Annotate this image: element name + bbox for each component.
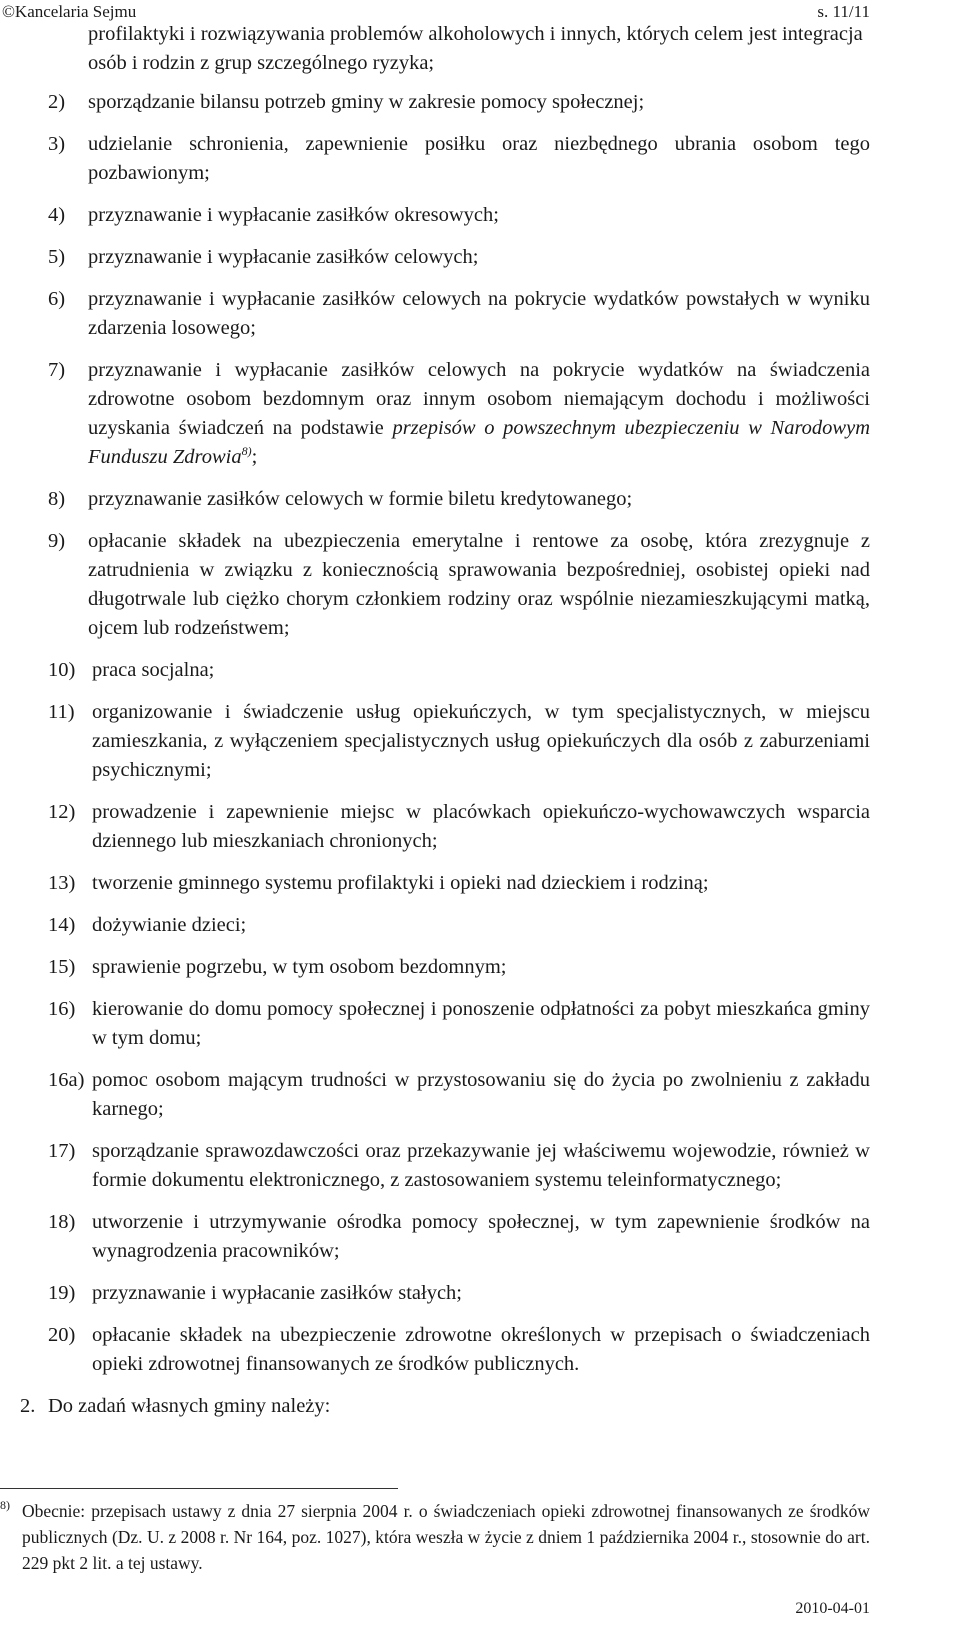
list-item-20 xyxy=(48,1321,870,1379)
footnote xyxy=(0,1498,870,1576)
list-item-11 xyxy=(48,698,870,785)
list-item-4 xyxy=(48,201,870,230)
item-number: 16a) xyxy=(48,1069,85,1091)
paragraph-text: Do zadań własnych gminy należy: xyxy=(48,1395,331,1417)
footnote-text: Obecnie: przepisach ustawy z dnia 27 sierpnia 2004 r. o świadczeniach opieki zdrowotnej finansowanych ze środków publicznych (Dz. U. z 2008 r. Nr 164, poz. 1027), która weszła w życie z dniem 1 października 2004 r., stosownie do art. 229 pkt 2 lit. a tej ustawy. xyxy=(22,1501,870,1573)
item-number: 5) xyxy=(48,246,66,268)
item-number: 15) xyxy=(48,956,76,978)
item-number: 6) xyxy=(48,288,66,310)
list-item-6 xyxy=(48,285,870,343)
item-text: przyznawanie i wypłacanie zasiłków celowych; xyxy=(88,246,479,268)
list-item-10 xyxy=(48,656,870,685)
item-text: przyznawanie i wypłacanie zasiłków stałych; xyxy=(92,1282,462,1304)
item-number: 2) xyxy=(48,91,66,113)
item-text: utworzenie i utrzymywanie ośrodka pomocy społecznej, w tym zapewnienie środków na wynagrodzenia pracowników; xyxy=(92,1211,870,1262)
footnote-separator xyxy=(0,1488,398,1489)
item-number: 13) xyxy=(48,872,76,894)
item-text: kierowanie do domu pomocy społecznej i ponoszenie odpłatności za pobyt mieszkańca gminy w tym domu; xyxy=(92,998,870,1049)
item-text: udzielanie schronienia, zapewnienie posiłku oraz niezbędnego ubrania osobom tego pozbawionym; xyxy=(88,133,870,184)
item-number: 12) xyxy=(48,801,76,823)
header-copyright: ©Kancelaria Sejmu xyxy=(2,2,137,21)
item-text: opłacanie składek na ubezpieczenie zdrowotne określonych w przepisach o świadczeniach opieki zdrowotnej finansowanych ze środków publicznych. xyxy=(92,1324,870,1375)
document-body xyxy=(20,20,870,1421)
list-item-16a xyxy=(48,1066,870,1124)
item-number: 4) xyxy=(48,204,66,226)
act-title-italic: przepisów o powszechnym ubezpieczeniu w Narodowym Funduszu Zdrowia xyxy=(88,417,870,468)
item-text: sporządzanie bilansu potrzeb gminy w zakresie pomocy społecznej; xyxy=(88,91,645,113)
footer-date: 2010-04-01 xyxy=(795,1600,870,1617)
list-item-15 xyxy=(48,953,870,982)
item-text-tail: ; xyxy=(251,446,258,468)
list-item-8 xyxy=(48,485,870,514)
item-number: 14) xyxy=(48,914,76,936)
item-text: praca socjalna; xyxy=(92,659,215,681)
item-text: przyznawanie i wypłacanie zasiłków okresowych; xyxy=(88,204,499,226)
item-text: opłacanie składek na ubezpieczenia emerytalne i rentowe za osobę, która zrezygnuje z zatrudnienia w związku z koniecznością sprawowania bezpośredniej, osobistej opieki nad długotrwale lub ciężko chorym członkiem rodziny oraz wspólnie niezamieszkującymi matką, ojcem lub rodzeństwem; xyxy=(88,530,870,639)
paragraph-2 xyxy=(20,1392,870,1421)
item-text: przyznawanie i wypłacanie zasiłków celowych na pokrycie wydatków powstałych w wyniku zdarzenia losowego; xyxy=(88,288,870,339)
list-item-12 xyxy=(48,798,870,856)
item-text: pomoc osobom mającym trudności w przystosowaniu się do życia po zwolnieniu z zakładu karnego; xyxy=(92,1069,870,1120)
list-item-2 xyxy=(48,88,870,117)
footnote-mark: 8) xyxy=(0,1498,10,1512)
item-text: sporządzanie sprawozdawczości oraz przekazywanie jej właściwemu wojewodzie, również w formie dokumentu elektronicznego, z zastosowaniem systemu teleinformatycznego; xyxy=(92,1140,870,1191)
list-item-13 xyxy=(48,869,870,898)
intro-paragraph: profilaktyki i rozwiązywania problemów alkoholowych i innych, których celem jest integracja osób i rodzin z grup szczególnego ryzyka; xyxy=(88,23,863,74)
item-number: 10) xyxy=(48,659,76,681)
item-number: 3) xyxy=(48,133,66,155)
footnote-reference: 8) xyxy=(241,444,252,459)
list-item-14 xyxy=(48,911,870,940)
item-text: prowadzenie i zapewnienie miejsc w placówkach opiekuńczo-wychowawczych wsparcia dziennego lub mieszkaniach chronionych; xyxy=(92,801,870,852)
item-number: 19) xyxy=(48,1282,76,1304)
item-number: 20) xyxy=(48,1324,76,1346)
list-item-9 xyxy=(48,527,870,643)
item-number: 9) xyxy=(48,530,66,552)
item-text: tworzenie gminnego systemu profilaktyki i opieki nad dzieckiem i rodziną; xyxy=(92,872,709,894)
list-item-17 xyxy=(48,1137,870,1195)
list-item-16 xyxy=(48,995,870,1053)
item-text: przyznawanie zasiłków celowych w formie biletu kredytowanego; xyxy=(88,488,633,510)
list-item-7 xyxy=(48,356,870,472)
item-number: 16) xyxy=(48,998,76,1020)
item-number: 7) xyxy=(48,359,66,381)
list-item-5 xyxy=(48,243,870,272)
paragraph-number: 2. xyxy=(20,1395,36,1417)
list-item-3 xyxy=(48,130,870,188)
item-text: przyznawanie i wypłacanie zasiłków celowych na pokrycie wydatków na świadczenia zdrowotne osobom bezdomnym oraz innym osobom niemającym dochodu i możliwości uzyskania świadczeń na podstawie xyxy=(88,359,870,439)
list-item-18 xyxy=(48,1208,870,1266)
item-text: organizowanie i świadczenie usług opiekuńczych, w tym specjalistycznych, w miejscu zamieszkania, z wyłączeniem specjalistycznych usług opiekuńczych dla osób z zaburzeniami psychicznymi; xyxy=(92,701,870,781)
list-item-19 xyxy=(48,1279,870,1308)
item-text: sprawienie pogrzebu, w tym osobom bezdomnym; xyxy=(92,956,507,978)
item-number: 17) xyxy=(48,1140,76,1162)
item-number: 18) xyxy=(48,1211,76,1233)
item-number: 11) xyxy=(48,701,75,723)
page-number: s. 11/11 xyxy=(817,2,870,21)
item-number: 8) xyxy=(48,488,66,510)
item-text: dożywianie dzieci; xyxy=(92,914,247,936)
